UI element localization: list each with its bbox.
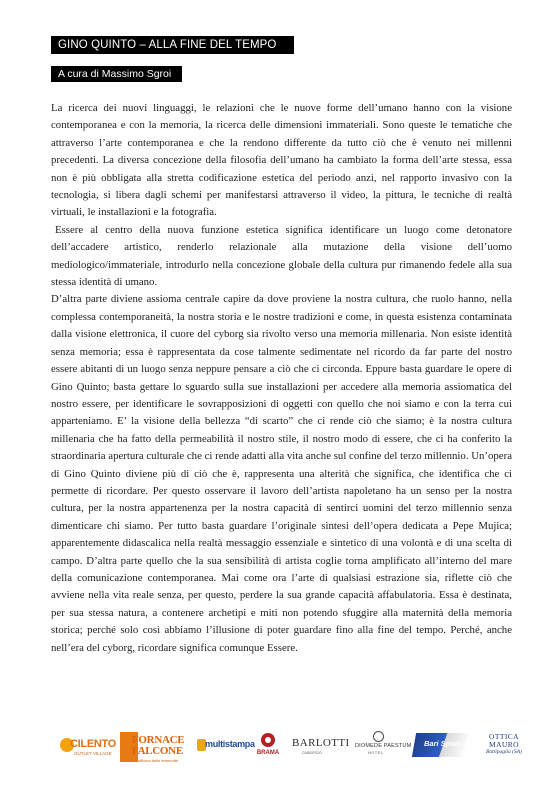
article-paragraph: La ricerca dei nuovi linguaggi, le relazioni che le nuove forme dell’umano hanno con la visione contemporanea e con la memoria, la ricerca delle dimensioni immateriali. Sono queste le tematiche che attraverso l’arte contemporanea e che la rendono differente da tutto ciò che è venuto nei millenni precedenti. La diversa concezione della filosofia dell’umano ha cambiato la forma dell’arte stessa, essa non è più obbligata alla stretta codificazione estetica del periodo anzi, nel rapporto invasivo con la tecnologia, si libera dagli schemi per manifestarsi attraverso il video, la pittura, le tecniche di realtà virtuali, le installazioni e la fotografia. <box>51 102 512 219</box>
ottica-logo-line2: MAURO <box>489 740 519 749</box>
brama-logo-name: BRAMA <box>256 750 280 756</box>
sport-logo <box>414 728 466 768</box>
hotel-emblem-icon <box>373 731 384 742</box>
brama-emblem-icon <box>261 733 275 747</box>
sport-logo-name: Bari Sport <box>424 739 461 748</box>
fornace-logo-line2: FALCONE <box>132 745 183 757</box>
ottica-logo-location: Battipaglia (SA) <box>486 749 522 755</box>
fornace-logo-line1: FORNACE <box>132 734 185 746</box>
brama-logo <box>256 728 280 768</box>
multistampa-logo <box>197 728 255 768</box>
hotel-logo-name: DIOMEDE PAESTUM <box>355 743 412 749</box>
cilento-logo-tagline: OUTLET VILLAGE <box>74 751 112 756</box>
barlotti-logo <box>292 728 350 768</box>
multistampa-logo-name: multistampa <box>205 739 255 749</box>
article-body <box>51 100 512 657</box>
sponsor-logos <box>60 728 530 768</box>
fornace-logo-tagline: officina delle terrecotte <box>138 758 179 763</box>
barlotti-logo-name: BARLOTTI <box>292 737 350 749</box>
cilento-logo-name: CILENTO <box>70 738 116 750</box>
ottica-mauro-logo <box>478 728 530 768</box>
cilento-logo <box>60 728 116 768</box>
hotel-logo-subtitle: HOTEL <box>368 750 384 755</box>
barlotti-logo-subtitle: CASEIFICIO <box>302 751 322 755</box>
ottica-logo-line1: OTTICA <box>489 732 519 741</box>
curator-label: A cura di Massimo Sgroi <box>51 66 182 82</box>
diomede-hotel-logo <box>355 728 412 768</box>
article-paragraph: D’altra parte diviene assioma centrale capire da dove proviene la nostra cultura, che ruolo hanno, nella complessa contemporaneità, la nostra storia e le nostre tradizioni e come, in questa esistenza contaminata dalla visione elettronica, il cuore del cyborg sia rivolto verso una memoria millenaria. Non esiste identità senza memoria; essa è rappresentata da cose talmente sedimentate nel ricordo da far parte del nostro essere abitanti di un luogo senza neppure pensare a ciò che ci circonda. Eppure basta guardare le opere di Gino Quinto; basta gettare lo sguardo sulla sue installazioni per accedere alla memoria assiomatica del nostro essere, per identificare le sovrapposizioni di oggetti con quello che noi siamo e con la terra cui apparteniamo. E’ la visione della bellezza “di scarto” che ci rende ciò che siamo; è la nostra cultura millenaria che ha fatto della permeabilità il nostro stile, il nostro modo di essere, che ci ha conferito la straordinaria apertura culturale che ci rende adatti alla vita anche sul confine del terzo millennio. Un’opera di Gino Quinto diviene più di ciò che è, rappresenta una alterità che significa, che identifica che ci permette di ricordare. Per questo osservare il lavoro dell’artista napoletano ha un senso per la nostra cultura, per la nostra appartenenza per la nostra capacità di sentirci uomini del terzo millennio senza dimenticare chi siamo. Per tutto basta guardare l’originale sintesi dell’opera dedicata a Pepe Mujica; apparentemente didascalica nella realtà messaggio essenziale e sintetico di una volontà e di una scelta di campo. D’altra parte quello che la sua sensibilità di artista coglie torna amplificato all’interno del mare della comunicazione contemporanea. Mai come ora l’arte di qualsiasi estrazione sia, riflette ciò che avviene nella vita reale senza, per questo, perdere la sua grande capacità affabulatoria. Essa è destinata, per sua stessa natura, a contenere archetipi e miti non potendo sfuggire alla maternità della memoria storica; perché solo così abbiamo l’illusione di poter guardare fino alla fine del tempo. Perché, anche nell’era del cyborg, ricordare significa comunque Essere. <box>51 293 512 654</box>
page-title: GINO QUINTO – ALLA FINE DEL TEMPO <box>51 36 294 54</box>
fornace-falcone-logo <box>120 728 185 768</box>
article-paragraph: Essere al centro della nuova funzione estetica significa identificare un luogo come detonatore dell’accadere artistico, renderlo relazionale alla mutazione della visione dell’uomo mediologico/immateriale, introdurlo nella concezione globale della cultura pur rimanendo fedele alla sua stessa identità di umano. <box>51 223 512 289</box>
